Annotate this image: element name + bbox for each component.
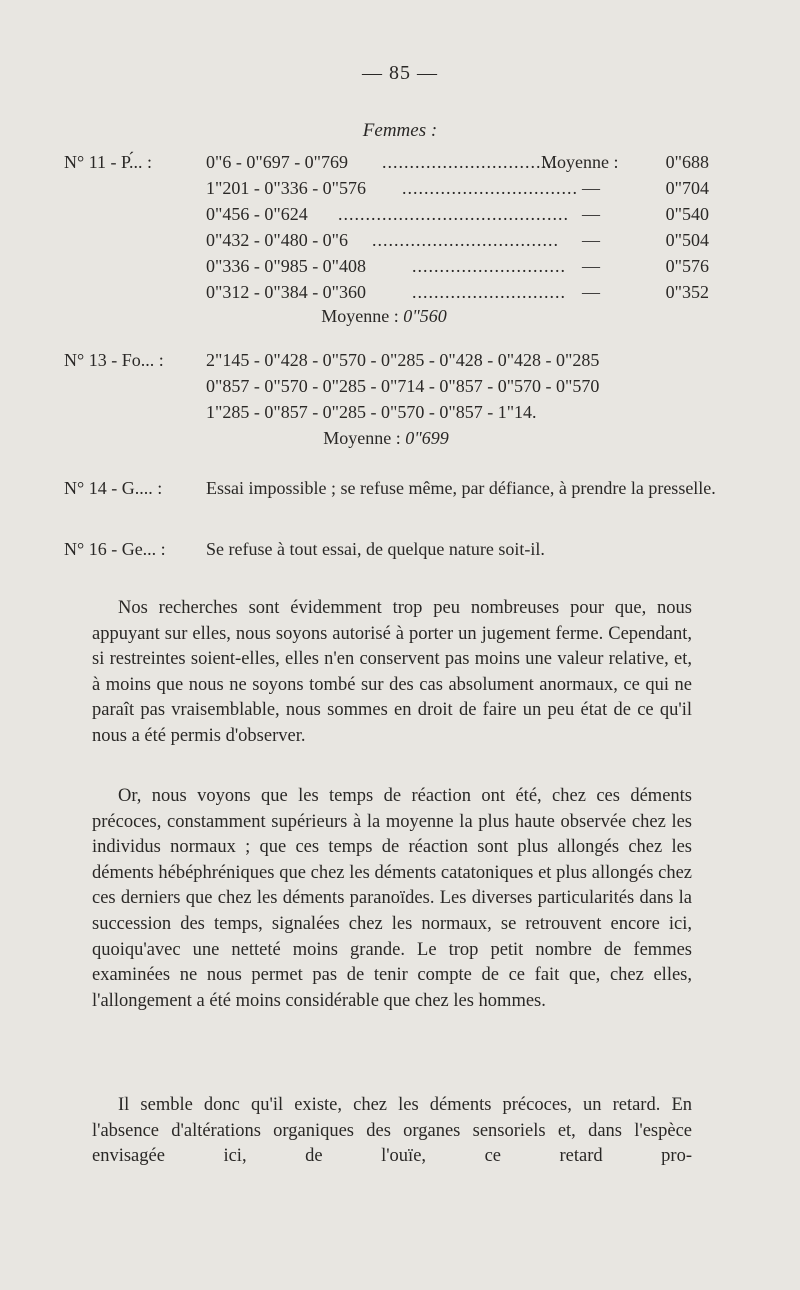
paragraph-1: Nos recherches sont évidemment trop peu nombreuses pour que, nous appuyant sur elles, nous soyons autorisé à porter un jugement ferme. Cependant, si restreintes soient-elles, elles n'en conservent pas moins une valeur relative, et, à moins que nous ne soyons tombé sur des cas absolument anormaux, ce qui ne paraît pas vraisemblable, nous sommes en droit de faire un peu état de ce qu'il nous a été permis d'observer. (92, 598, 692, 746)
patient-14-note (64, 476, 758, 528)
patient-16-label: N° 16 - Ge... : (64, 539, 166, 559)
section-title: Femmes : (362, 120, 438, 141)
mean-label: — (582, 204, 600, 224)
row-mean: 0"576 (665, 256, 709, 276)
leader-dots: ................................ (382, 152, 558, 172)
patient-11-overall-mean: Moyenne : 0"560 (321, 306, 447, 326)
patient-13-overall-mean: Moyenne : 0"699 (323, 428, 449, 448)
reaction-times: 0"312 - 0"384 - 0"360 (206, 282, 367, 302)
patient-13-label: N° 13 - Fo... : (64, 350, 164, 370)
reaction-times: 1"285 - 0"857 - 0"285 - 0"570 - 0"857 - 1"14. (206, 402, 537, 422)
patient-11-row-1 (0, 150, 800, 174)
leader-dots: ............................ (412, 282, 566, 302)
patient-16-text: Se refuse à tout essai, de quelque nature soit-il. (206, 539, 545, 559)
reaction-times: 0"6 - 0"697 - 0"769 (206, 152, 349, 172)
mean-label: — (582, 230, 600, 250)
patient-14-label: N° 14 - G.... : (64, 478, 163, 498)
overall-mean-value: 0"699 (405, 428, 449, 448)
patient-11-row-4 (0, 228, 800, 252)
leader-dots: ............................ (412, 256, 566, 276)
patient-11-row-3 (0, 202, 800, 226)
row-mean: 0"504 (665, 230, 709, 250)
reaction-times: 0"336 - 0"985 - 0"408 (206, 256, 367, 276)
paragraph-2: Or, nous voyons que les temps de réaction ont été, chez ces déments précoces, constamment supérieurs à la moyenne la plus haute observée chez les individus normaux ; que ces temps de réaction sont plus allongés chez les déments hébéphréniques que chez les déments catatoniques et plus allongés chez ces derniers que chez les déments paranoïdes. Les diverses particularités dans la succession des temps, signalées chez les normaux, se retrouvent encore ici, quoiqu'avec une netteté moins grande. Le trop petit nombre de femmes examinées ne nous permet pas de tenir compte de ce fait que, chez elles, l'allongement a été moins considérable que chez les hommes. (92, 786, 692, 1011)
row-mean: 0"704 (665, 178, 709, 198)
page-number: — 85 — (362, 62, 438, 84)
row-mean: 0"688 (665, 152, 709, 172)
patient-11-row-2 (0, 176, 800, 200)
reaction-times: 1"201 - 0"336 - 0"576 (206, 178, 367, 198)
patient-13-line-3 (0, 400, 800, 424)
mean-label: Moyenne : (541, 152, 619, 172)
patient-13-line-2 (0, 374, 800, 398)
row-mean: 0"352 (665, 282, 709, 302)
mean-label: — (582, 178, 600, 198)
patient-11-row-6 (0, 280, 800, 304)
reaction-times: 0"432 - 0"480 - 0"6 (206, 230, 349, 250)
patient-16-note (64, 537, 758, 563)
row-mean: 0"540 (665, 204, 709, 224)
reaction-times: 0"857 - 0"570 - 0"285 - 0"714 - 0"857 - 0"570 - 0"570 (206, 376, 600, 396)
reaction-times: 2"145 - 0"428 - 0"570 - 0"285 - 0"428 - 0"428 - 0"285 (206, 350, 600, 370)
patient-14-text: Essai impossible ; se refuse même, par défiance, à prendre la presselle. (206, 478, 716, 498)
patient-11-label: N° 11 - P.́.. : (64, 152, 153, 172)
mean-label: — (582, 256, 600, 276)
leader-dots: .................................. (372, 230, 559, 250)
reaction-times: 0"456 - 0"624 (206, 204, 308, 224)
leader-dots: .......................................... (338, 204, 569, 224)
mean-label: — (582, 282, 600, 302)
leader-dots: ................................ (402, 178, 578, 198)
overall-mean-value: 0"560 (403, 306, 447, 326)
paragraph-3: Il semble donc qu'il existe, chez les déments précoces, un retard. En l'absence d'altérations organiques des organes sensoriels et, dans l'espèce envisagée ici, de l'ouïe, ce retard pro- (92, 1095, 692, 1167)
patient-13-line-1 (0, 348, 800, 372)
patient-11-row-5 (0, 254, 800, 278)
